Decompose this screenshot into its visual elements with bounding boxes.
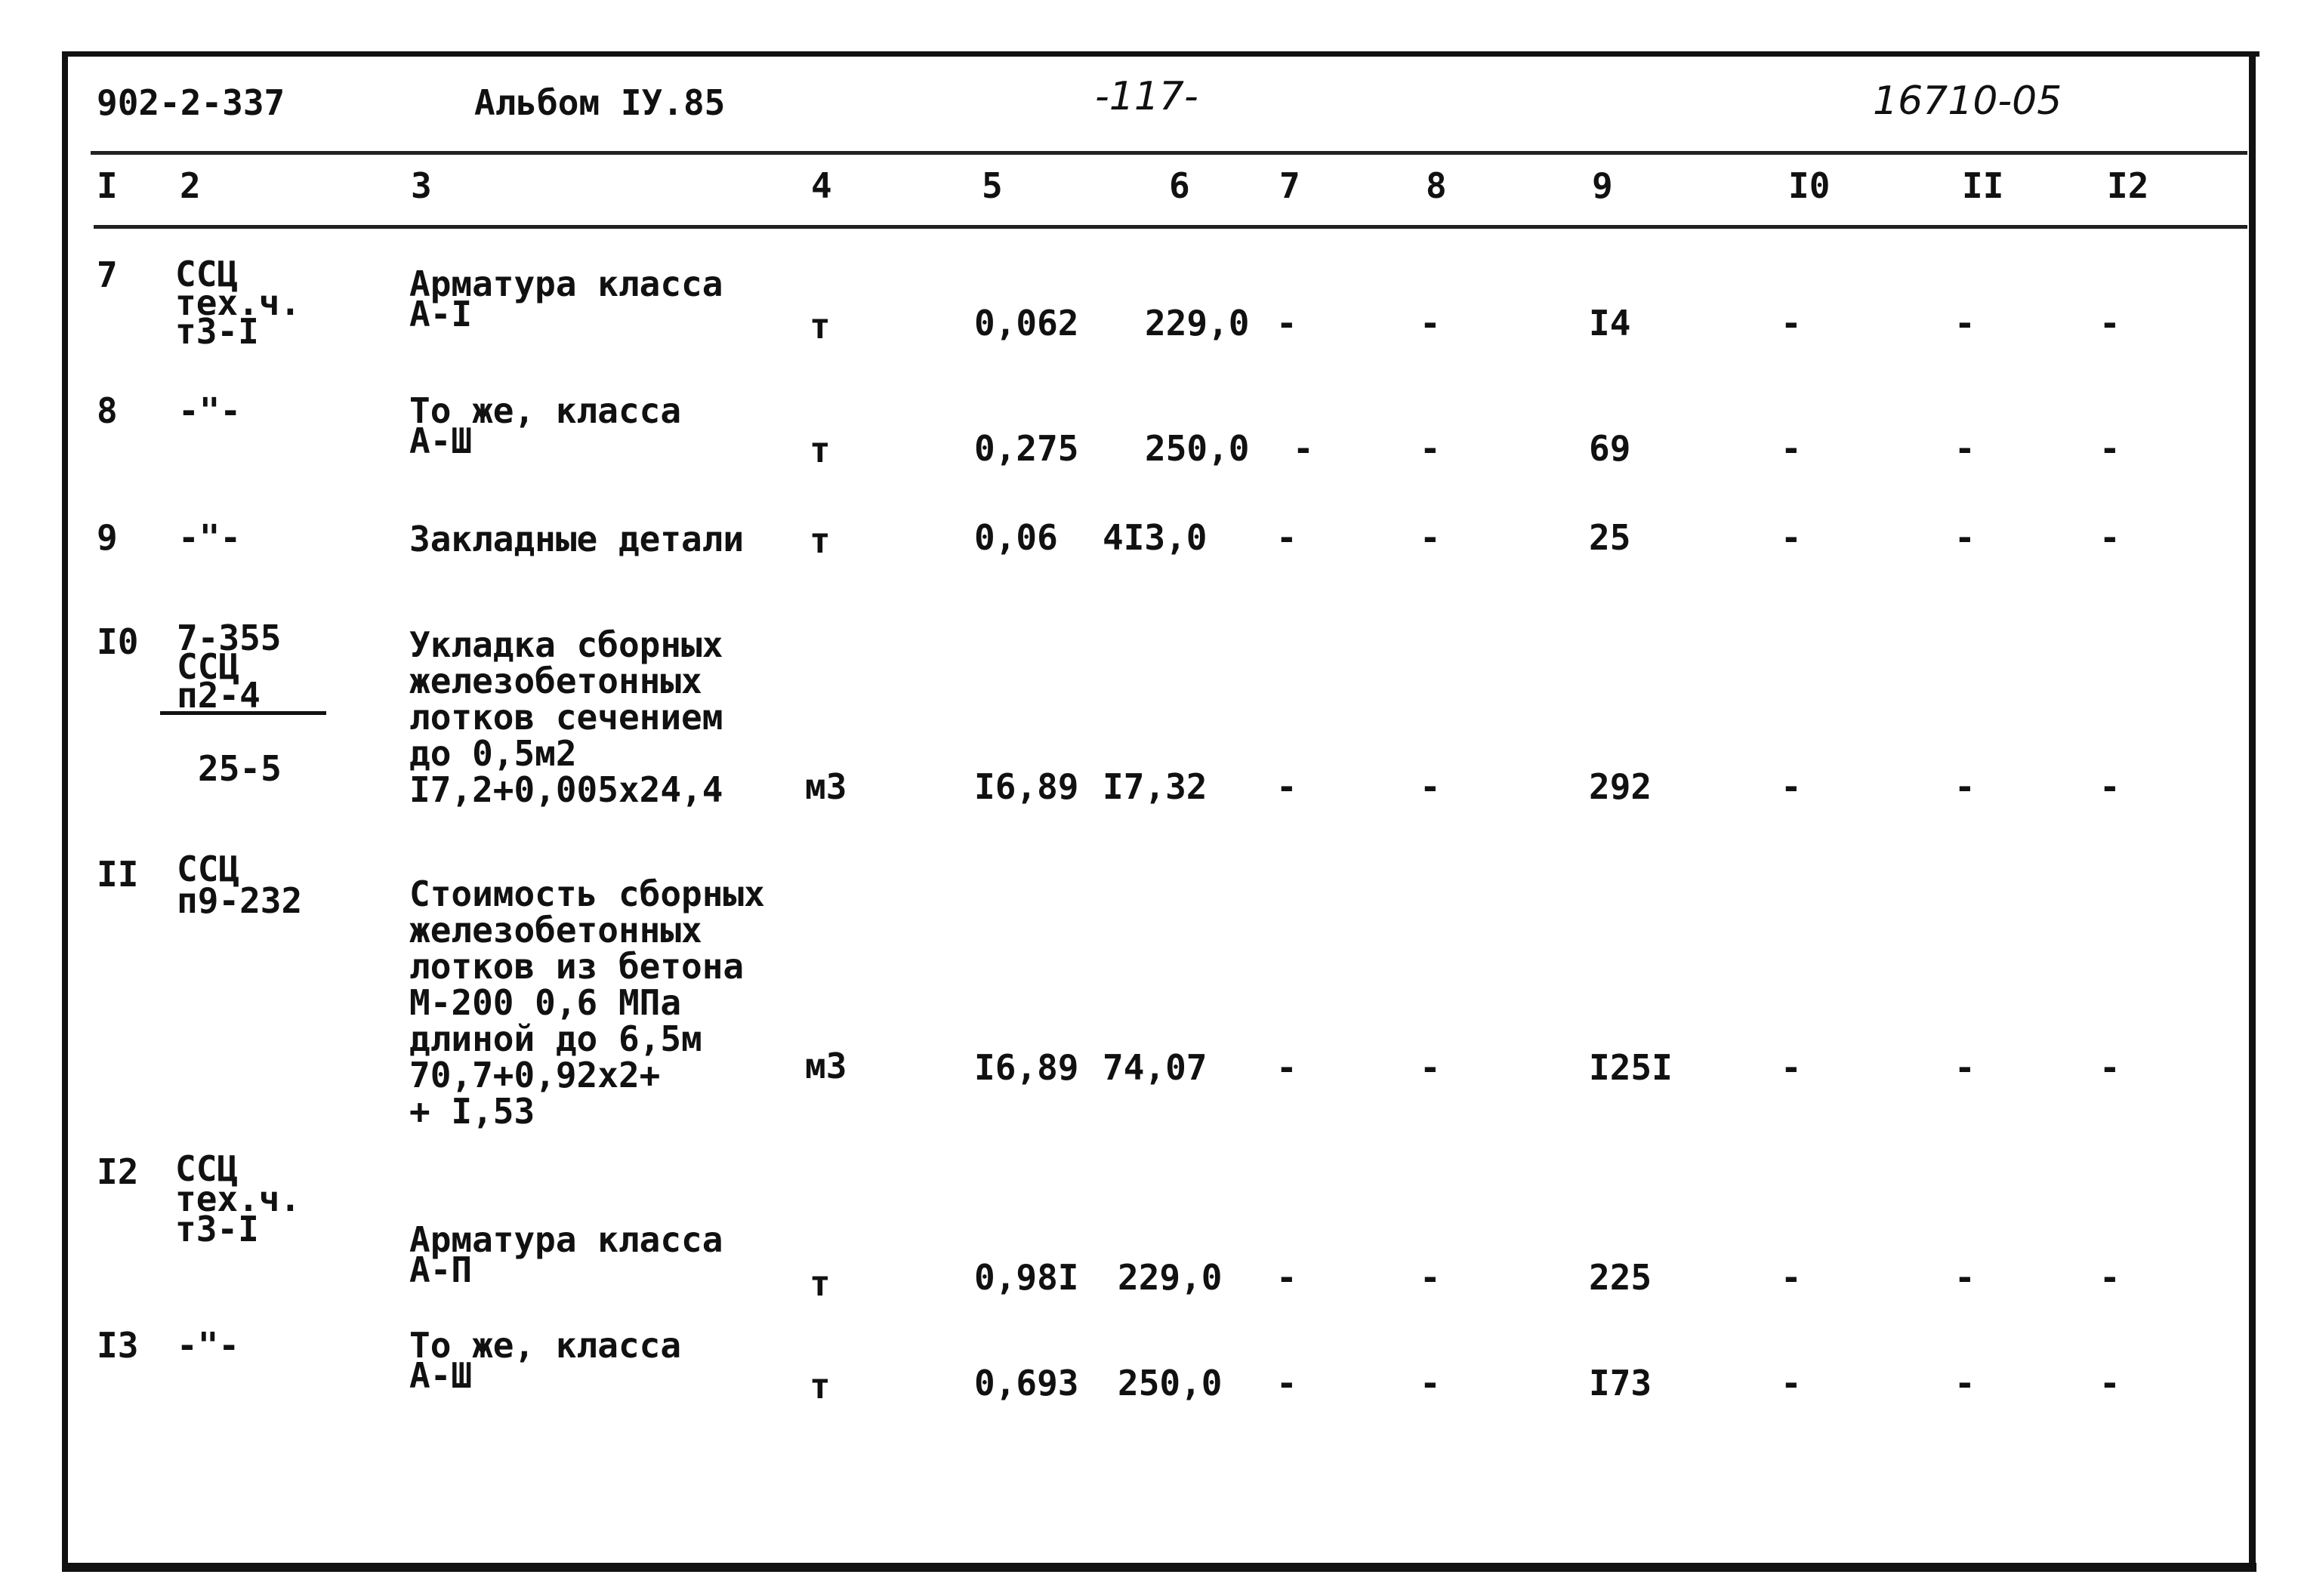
row-col10: - [1781,428,1802,469]
row-col12: - [2099,1257,2121,1298]
frame-border-left [62,54,68,1572]
row-col11: - [1954,303,1976,344]
row-col8: - [1420,1363,1441,1403]
col-header-12: I2 [2107,165,2149,206]
row-col9: I4 [1589,303,1631,344]
row-code-denominator: 25-5 [198,748,282,789]
row-code: -"- [177,1325,240,1366]
row-col7: - [1276,1363,1297,1403]
row-code: -"- [178,390,242,431]
header-divider [91,151,2247,155]
column-header-divider [94,225,2247,229]
row-col7: - [1293,428,1314,469]
row-unit: т [810,1366,831,1407]
row-col10: - [1781,1257,1802,1298]
row-col7: - [1276,303,1297,344]
col-header-7: 7 [1279,165,1300,206]
row-number: II [97,854,139,895]
row-number: I0 [97,621,139,662]
col-header-6: 6 [1169,165,1190,206]
row-col11: - [1954,517,1976,558]
row-quantity: 0,275 [974,428,1079,469]
row-code: -"- [178,517,242,558]
col-header-3: 3 [411,165,432,206]
row-price: I7,32 [1103,766,1208,807]
row-col8: - [1420,303,1441,344]
row-col9: I25I [1589,1047,1673,1088]
row-col9: I73 [1589,1363,1652,1403]
row-quantity: 0,98I [974,1257,1079,1298]
row-unit: т [810,306,831,347]
row-number: 9 [97,517,118,558]
frame-border-bottom [62,1563,2256,1572]
row-col8: - [1420,428,1441,469]
page-number: -117- [1095,74,1198,119]
row-number: 7 [97,254,118,295]
row-quantity: I6,89 [974,766,1079,807]
row-col10: - [1781,1047,1802,1088]
col-header-4: 4 [811,165,832,206]
col-header-1: I [97,165,118,206]
row-unit: т [810,1263,831,1304]
row-number: I3 [97,1325,139,1366]
row-col8: - [1420,766,1441,807]
row-description: Арматура класса А-I [409,263,723,334]
row-col7: - [1276,1257,1297,1298]
row-unit: м3 [805,1046,847,1086]
row-col11: - [1954,428,1976,469]
row-col12: - [2099,766,2121,807]
doc-code: 902-2-337 [97,82,285,123]
row-description: Закладные детали [409,519,745,559]
row-quantity: 0,062 [974,303,1079,344]
row-col8: - [1420,517,1441,558]
row-price: 250,0 [1118,1363,1223,1403]
row-col10: - [1781,303,1802,344]
row-col10: - [1781,517,1802,558]
row-col12: - [2099,1047,2121,1088]
row-col12: - [2099,303,2121,344]
row-description: Стоимость сборных железобетонных лотков из бетона М-200 0,6 МПа длиной до 6,5м 70,7+0,92х2+ + I,53 [409,873,765,1132]
row-col11: - [1954,1363,1976,1403]
col-header-8: 8 [1426,165,1447,206]
row-col8: - [1420,1047,1441,1088]
row-price: 74,07 [1103,1047,1208,1088]
row-code-numerator: 7-355 СCЦ п2-4 [160,624,326,715]
frame-border-right [2249,51,2256,1569]
row-price: 229,0 [1118,1257,1223,1298]
row-col11: - [1954,1047,1976,1088]
col-header-11: II [1962,165,2004,206]
row-unit: м3 [805,766,847,807]
row-description: То же, класса А-Ш [409,390,682,461]
row-unit: т [810,430,831,470]
row-quantity: 0,693 [974,1363,1079,1403]
row-col7: - [1276,517,1297,558]
col-header-2: 2 [180,165,201,206]
row-price: 229,0 [1145,303,1250,344]
album-label: Альбом IУ.85 [474,82,726,123]
row-col10: - [1781,1363,1802,1403]
row-description: То же, класса А-Ш [409,1325,682,1396]
row-number: I2 [97,1151,139,1192]
col-header-5: 5 [982,165,1003,206]
sheet-number: 16710-05 [1873,79,2062,124]
row-price: 250,0 [1145,428,1250,469]
row-col7: - [1276,766,1297,807]
row-col10: - [1781,766,1802,807]
col-header-10: I0 [1788,165,1831,206]
row-col11: - [1954,766,1976,807]
row-code: ССЦ п9-232 [177,849,303,921]
row-quantity: I6,89 [974,1047,1079,1088]
frame-border-top [62,51,2259,57]
row-number: 8 [97,390,118,431]
row-unit: т [810,520,831,561]
row-col8: - [1420,1257,1441,1298]
row-price: 4I3,0 [1103,517,1208,558]
row-col9: 225 [1589,1257,1652,1298]
row-col12: - [2099,1363,2121,1403]
row-quantity: 0,06 [974,517,1058,558]
row-col11: - [1954,1257,1976,1298]
row-col12: - [2099,428,2121,469]
row-col9: 69 [1589,428,1631,469]
row-code: ССЦ тех.ч. т3-I [175,254,301,352]
row-code: ССЦ тех.ч. т3-I [175,1148,301,1249]
row-col12: - [2099,517,2121,558]
row-col7: - [1276,1047,1297,1088]
row-col9: 292 [1589,766,1652,807]
col-header-9: 9 [1592,165,1613,206]
row-description: Укладка сборных железобетонных лотков сечением до 0,5м2 I7,2+0,005х24,4 [409,624,723,810]
row-description: Арматура класса А-П [409,1219,723,1290]
row-col9: 25 [1589,517,1631,558]
